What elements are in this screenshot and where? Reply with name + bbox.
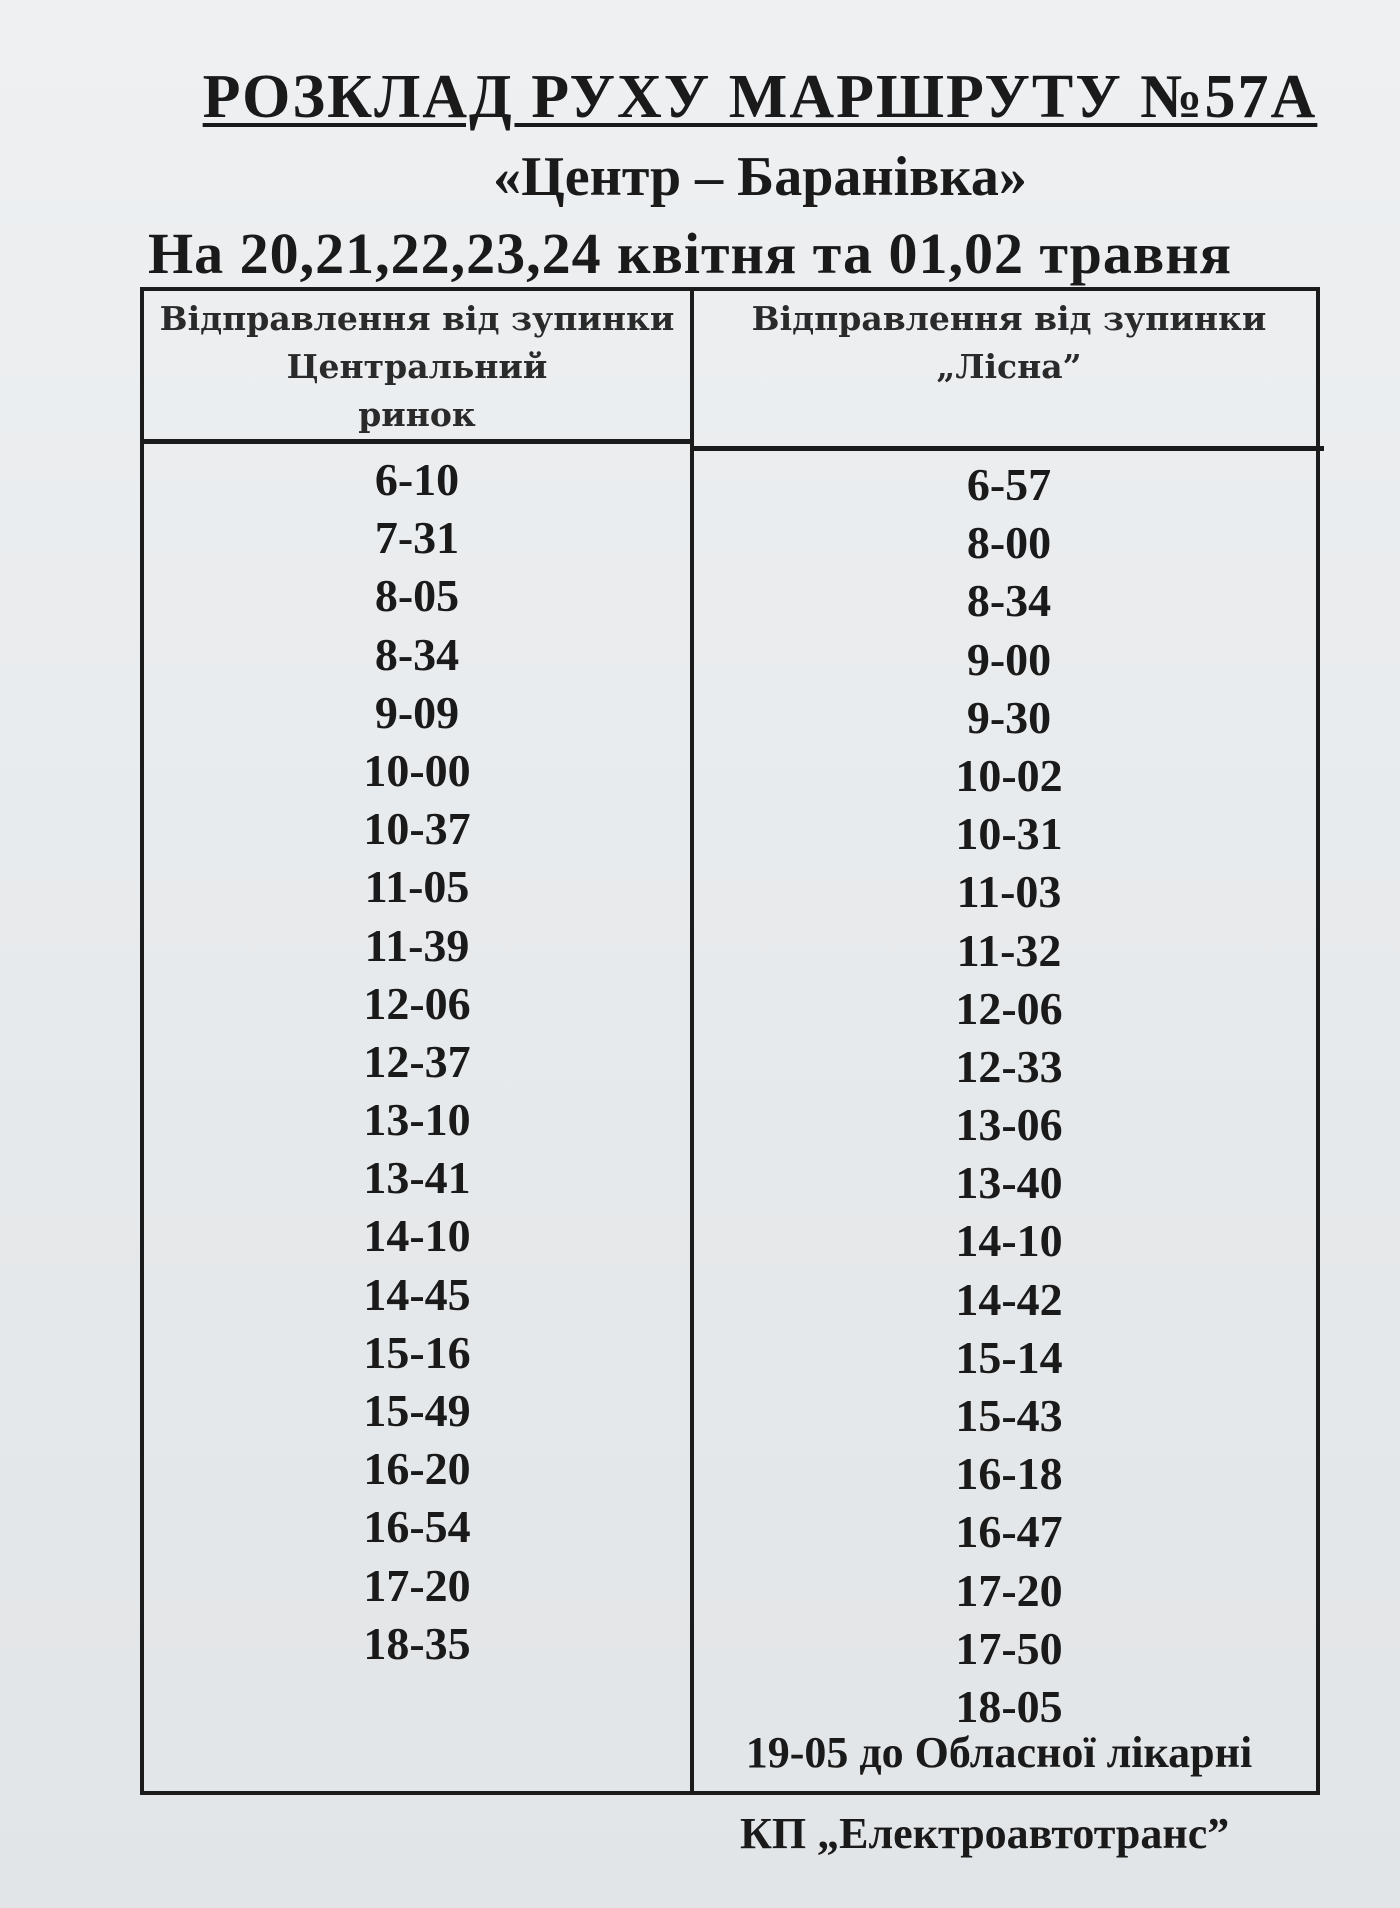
departure-time-centralnyi-rynok: 13-10	[363, 1094, 471, 1146]
left-departure-times	[144, 451, 690, 1673]
hospital-trip-note: 19-05 до Обласної лікарні	[745, 1728, 1253, 1777]
schedule-title: РОЗКЛАД РУХУ МАРШРУТУ №57А	[202, 63, 1318, 131]
right-column-header	[694, 295, 1324, 391]
departure-time-centralnyi-rynok: 6-10	[374, 454, 460, 505]
departure-time-lisna: 10-02	[955, 749, 1063, 801]
departure-time-centralnyi-rynok: 9-09	[374, 686, 460, 738]
left-header-line: Центральний	[286, 347, 548, 386]
departure-time-lisna: 12-33	[955, 1040, 1063, 1092]
departure-time-centralnyi-rynok: 8-34	[374, 628, 460, 680]
departure-time-centralnyi-rynok: 11-39	[364, 919, 470, 971]
departure-time-lisna: 13-40	[955, 1157, 1063, 1209]
departure-time-lisna: 16-18	[955, 1448, 1063, 1500]
schedule-dates: На 20,21,22,23,24 квітня та 01,02 травня	[148, 221, 1233, 286]
departure-time-centralnyi-rynok: 15-49	[363, 1385, 471, 1436]
departure-time-centralnyi-rynok: 14-45	[363, 1268, 471, 1320]
departure-time-lisna: 15-43	[955, 1390, 1063, 1441]
departure-time-lisna: 8-00	[966, 517, 1052, 569]
departure-time-centralnyi-rynok: 10-37	[363, 803, 471, 855]
left-column-header	[144, 295, 690, 439]
departure-time-centralnyi-rynok: 17-20	[363, 1559, 471, 1611]
departure-time-lisna: 11-32	[956, 924, 1062, 976]
departure-time-centralnyi-rynok: 10-00	[363, 744, 471, 796]
departure-time-lisna: 10-31	[955, 808, 1063, 860]
departure-time-centralnyi-rynok: 14-10	[363, 1210, 471, 1262]
departure-time-centralnyi-rynok: 8-05	[374, 570, 460, 622]
departure-time-lisna: 17-50	[955, 1622, 1063, 1674]
departure-time-lisna: 13-06	[955, 1099, 1063, 1151]
right-departure-times	[694, 456, 1324, 1736]
departure-time-centralnyi-rynok: 12-06	[363, 977, 471, 1029]
right-header-line: „Лісна”	[936, 347, 1082, 386]
departure-time-lisna: 14-10	[955, 1215, 1063, 1267]
left-header-line: ринок	[358, 395, 476, 434]
departure-time-lisna: 17-20	[955, 1564, 1063, 1616]
departure-time-centralnyi-rynok: 16-54	[363, 1501, 471, 1553]
departure-time-centralnyi-rynok: 18-35	[363, 1617, 471, 1669]
right-header-line: Відправлення від зупинки	[751, 299, 1267, 338]
route-name: «Центр – Баранівка»	[493, 146, 1027, 208]
departure-time-lisna: 9-30	[966, 691, 1052, 743]
header-rule-left	[144, 439, 690, 444]
header-rule-right	[694, 446, 1324, 451]
departure-time-centralnyi-rynok: 15-16	[363, 1326, 471, 1378]
departure-time-centralnyi-rynok: 11-05	[364, 861, 470, 913]
departure-time-lisna: 6-57	[966, 459, 1052, 510]
departure-time-centralnyi-rynok: 13-41	[363, 1152, 471, 1204]
departure-time-centralnyi-rynok: 7-31	[374, 512, 460, 564]
timetable	[140, 287, 1320, 1795]
departure-time-lisna: 12-06	[955, 982, 1063, 1034]
departure-time-lisna: 8-34	[966, 575, 1052, 627]
departure-time-lisna: 11-03	[956, 866, 1062, 918]
departure-time-lisna: 15-14	[955, 1331, 1063, 1383]
departure-time-centralnyi-rynok: 16-20	[363, 1443, 471, 1495]
departure-time-lisna: 14-42	[955, 1273, 1063, 1325]
departure-time-lisna: 9-00	[966, 633, 1052, 685]
operator-name: КП „Електроавтотранс”	[740, 1809, 1230, 1858]
left-header-line: Відправлення від зупинки	[159, 299, 675, 338]
departure-time-lisna: 16-47	[955, 1506, 1063, 1558]
departure-time-centralnyi-rynok: 12-37	[363, 1035, 471, 1087]
departure-time-lisna: 18-05	[955, 1680, 1063, 1732]
